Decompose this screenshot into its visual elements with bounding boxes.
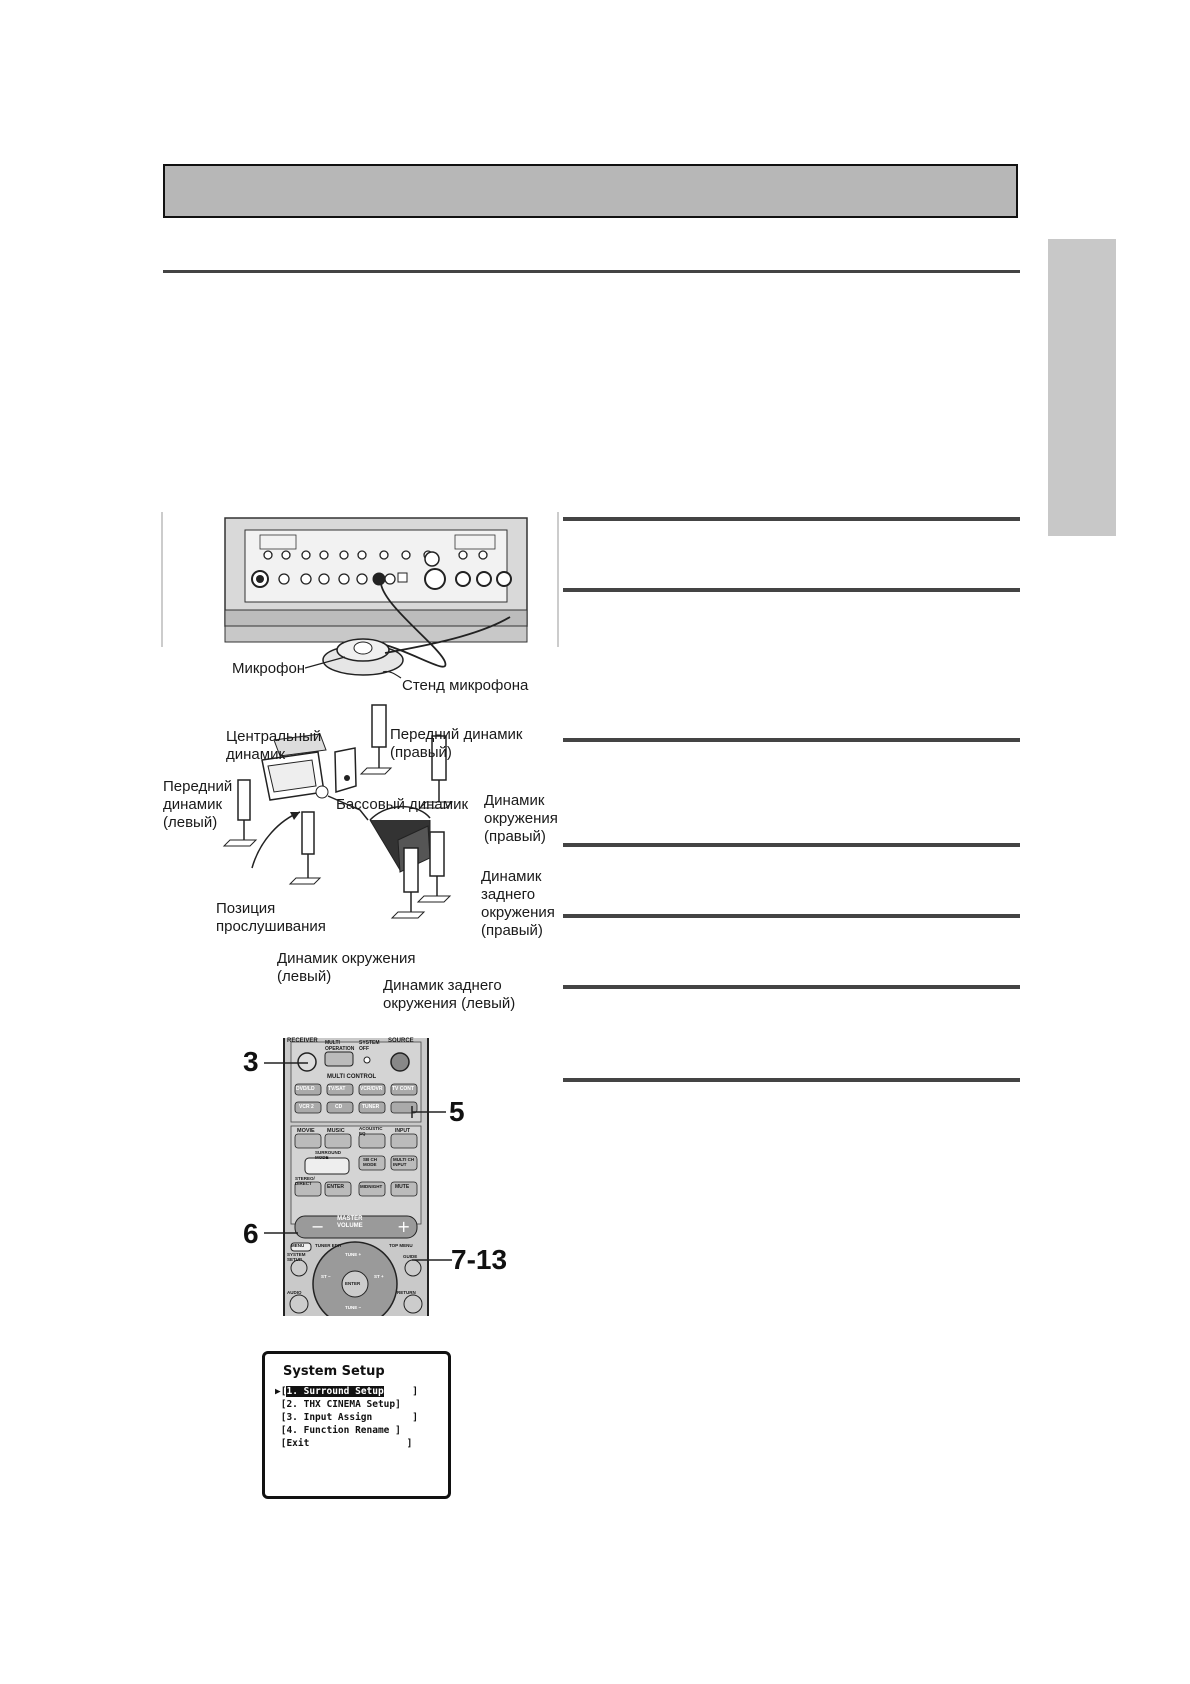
remote-input-button[interactable]: INPUT xyxy=(395,1128,410,1134)
osd-menu-item[interactable]: [3. Input Assign ] xyxy=(275,1412,419,1423)
remote-top-menu-button[interactable]: TOP MENU xyxy=(389,1243,413,1248)
osd-menu-item[interactable]: ▶[1. Surround Setup ] xyxy=(275,1386,419,1397)
remote-multi-ch-input-button[interactable]: MULTI CH INPUT xyxy=(393,1157,415,1167)
remote-tune-up-button[interactable]: TUNE + xyxy=(345,1252,362,1257)
label-front-right: Передний динамик (правый) xyxy=(390,726,523,761)
section-header-bar xyxy=(163,164,1018,218)
remote-tv-sat-button[interactable]: TV/SAT xyxy=(328,1086,346,1092)
remote-mute-button[interactable]: MUTE xyxy=(395,1184,410,1190)
remote-cd-button[interactable]: CD xyxy=(335,1104,343,1110)
remote-st-left-button[interactable]: ST − xyxy=(321,1274,331,1279)
microphone-cable xyxy=(360,615,560,655)
remote-center-enter-button[interactable]: ENTER xyxy=(345,1281,361,1286)
step-rule-7 xyxy=(563,1078,1020,1082)
remote-guide-button[interactable]: GUIDE xyxy=(403,1254,418,1259)
remote-enter-button[interactable]: ENTER xyxy=(327,1184,344,1190)
label-center-speaker: Центральный динамик xyxy=(226,728,322,763)
side-section-tab xyxy=(1048,239,1116,536)
step-rule-1 xyxy=(563,517,1020,521)
remote-tv-cont-button[interactable]: TV CONT xyxy=(392,1086,414,1092)
label-microphone: Микрофон xyxy=(232,660,306,677)
osd-item-text: 3. Input Assign xyxy=(286,1412,373,1423)
callout-step-7-13: 7-13 xyxy=(451,1244,508,1275)
remote-movie-button[interactable]: MOVIE xyxy=(297,1128,315,1134)
label-surround-right: Динамик окружения (правый) xyxy=(484,792,558,845)
remote-menu-button[interactable]: MENU xyxy=(291,1243,305,1248)
remote-return-button[interactable]: RETURN xyxy=(397,1290,416,1295)
step-rule-4 xyxy=(563,843,1020,847)
remote-vcr-dvr-button[interactable]: VCR/DVR xyxy=(360,1086,383,1092)
microphone-leaders xyxy=(305,652,405,692)
remote-sb-ch-mode-button[interactable]: SB CH MODE xyxy=(363,1157,378,1167)
remote-master-volume-control[interactable]: MASTER VOLUME xyxy=(337,1216,363,1229)
callout-step-6: 6 xyxy=(243,1218,259,1249)
osd-menu-item[interactable]: [2. THX CINEMA Setup] xyxy=(275,1399,401,1410)
step-rule-2 xyxy=(563,588,1020,592)
remote-source-button[interactable]: SOURCE xyxy=(388,1038,414,1044)
remote-stereo-direct-button[interactable]: STEREO/ DIRECT xyxy=(295,1176,315,1186)
label-surround-back-right: Динамик заднего окружения (правый) xyxy=(481,868,555,939)
remote-st-right-button[interactable]: ST + xyxy=(374,1274,384,1279)
remote-multi-control-label: MULTI CONTROL xyxy=(327,1074,377,1080)
remote-music-button[interactable]: MUSIC xyxy=(327,1128,345,1134)
svg-text:−: − xyxy=(311,1217,325,1236)
label-listening-position: Позиция прослушивания xyxy=(216,900,326,935)
callout-step-3: 3 xyxy=(243,1046,259,1077)
label-subwoofer: Бассовый динамик xyxy=(336,796,469,813)
remote-receiver-button[interactable]: RECEIVER xyxy=(287,1038,318,1044)
osd-item-text: Exit xyxy=(286,1438,310,1449)
remote-tune-down-button[interactable]: TUNE − xyxy=(345,1305,362,1310)
step-rule-3 xyxy=(563,738,1020,742)
remote-vcr2-button[interactable]: VCR 2 xyxy=(299,1104,314,1110)
label-mic-stand: Стенд микрофона xyxy=(402,677,529,694)
remote-callout-leaders xyxy=(262,1060,482,1280)
remote-system-off-button[interactable]: SYSTEM OFF xyxy=(359,1040,380,1052)
osd-menu-item[interactable]: [4. Function Rename ] xyxy=(275,1425,401,1436)
osd-item-text: 1. Surround Setup xyxy=(286,1386,384,1397)
remote-system-setup-button[interactable]: SYSTEM SETUP xyxy=(287,1252,306,1262)
osd-cursor: ▶ xyxy=(275,1386,281,1397)
label-front-left: Передний динамик (левый) xyxy=(163,778,233,831)
osd-screen xyxy=(262,1351,451,1499)
step-rule-5 xyxy=(563,914,1020,918)
callout-step-5: 5 xyxy=(449,1096,465,1127)
osd-item-text: 4. Function Rename xyxy=(286,1425,390,1436)
remote-audio-button[interactable]: AUDIO xyxy=(287,1290,302,1295)
top-rule xyxy=(163,270,1020,273)
remote-tuner-button[interactable]: TUNER xyxy=(362,1104,380,1110)
svg-text:+: + xyxy=(397,1217,411,1236)
step-rule-6 xyxy=(563,985,1020,989)
label-surround-back-left: Динамик заднего окружения (левый) xyxy=(383,977,516,1012)
osd-menu-item[interactable]: [Exit ] xyxy=(275,1438,413,1449)
remote-midnight-button[interactable]: MIDNIGHT xyxy=(360,1184,383,1189)
osd-item-text: 2. THX CINEMA Setup xyxy=(286,1399,396,1410)
remote-tuner-edit-button[interactable]: TUNER EDIT xyxy=(315,1243,342,1248)
remote-acoustic-eq-button[interactable]: ACOUSTIC EQ xyxy=(359,1126,383,1136)
label-surround-left: Динамик окружения (левый) xyxy=(277,950,416,985)
remote-surround-mode-button[interactable]: SURROUND MODE xyxy=(315,1150,342,1160)
remote-multi-operation-button[interactable]: MULTI OPERATION xyxy=(325,1040,355,1052)
osd-title: System Setup xyxy=(283,1364,385,1379)
remote-dvd-ld-button[interactable]: DVD/LD xyxy=(296,1086,315,1092)
